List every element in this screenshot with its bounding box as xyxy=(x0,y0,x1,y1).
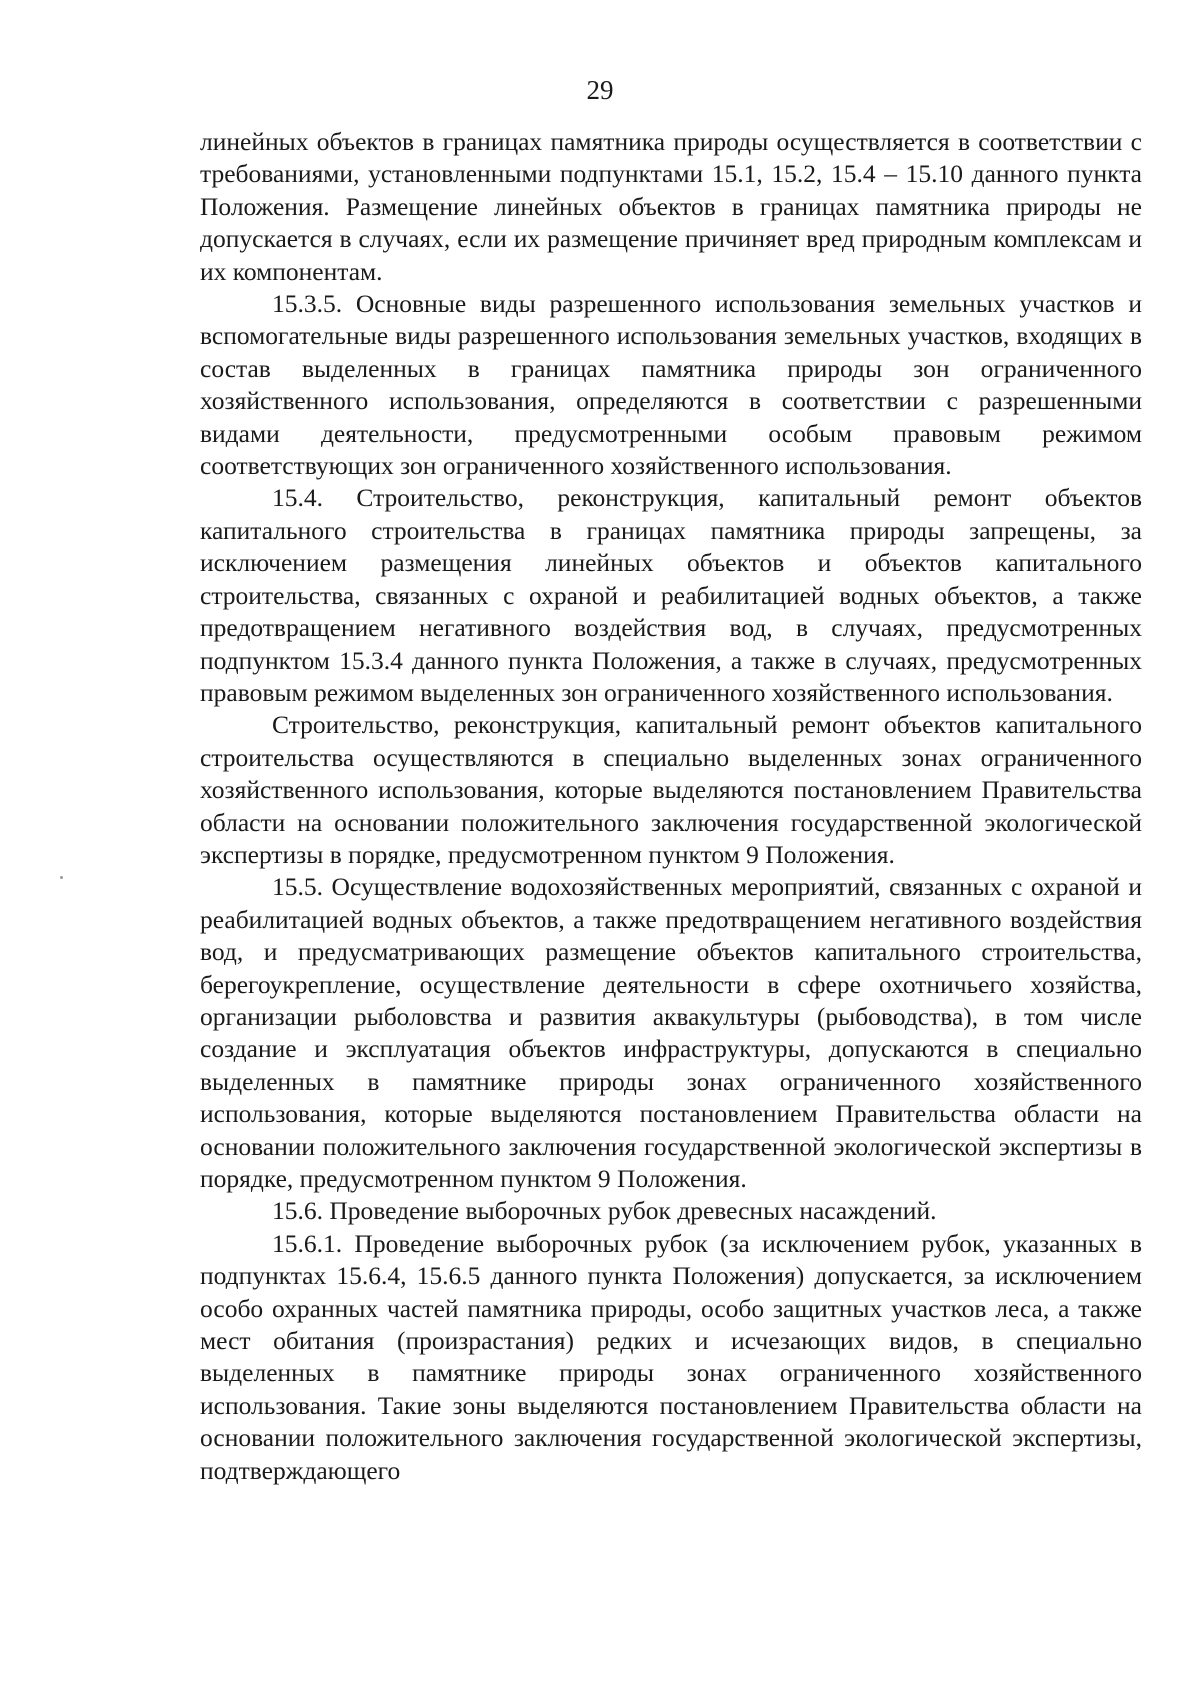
paragraph-15-5: 15.5. Осуществление водохозяйственных мероприятий, связанных с охраной и реабилитацией водных объектов, а также предотвращением негативного воздействия вод, и предусматривающих размещение объектов капитального строительства, берегоукрепление, осуществление деятельности в сфере охотничьего хозяйства, организации рыболовства и развития аквакультуры (рыбоводства), в том числе создание и эксплуатация объектов инфраструктуры, допускаются в специально выделенных в памятнике природы зонах ограниченного хозяйственного использования, которые выделяются постановлением Правительства области на основании положительного заключения государственной экологической экспертизы в порядке, предусмотренном пунктом 9 Положения. xyxy=(200,872,1142,1193)
document-body xyxy=(200,126,1142,1487)
paragraph-construction: Строительство, реконструкция, капитальный ремонт объектов капитального строительства осуществляются в специально выделенных зонах ограниченного хозяйственного использования, которые выделяются постановлением Правительства области на основании положительного заключения государственной экологической экспертизы в порядке, предусмотренном пунктом 9 Положения. xyxy=(200,710,1142,869)
page-number: 29 xyxy=(586,75,614,105)
paragraph-15-3-5: 15.3.5. Основные виды разрешенного использования земельных участков и вспомогательные виды разрешенного использования земельных участков, входящих в состав выделенных в границах памятника природы зон ограниченного хозяйственного использования, определяются в соответствии с разрешенными видами деятельности, предусмотренными особым правовым режимом соответствующих зон ограниченного хозяйственного использования. xyxy=(200,289,1142,481)
paragraph-15-4: 15.4. Строительство, реконструкция, капитальный ремонт объектов капитального строительства в границах памятника природы запрещены, за исключением размещения линейных объектов и объектов капитального строительства, связанных с охраной и реабилитацией водных объектов, а также предотвращением негативного воздействия вод, в случаях, предусмотренных подпунктом 15.3.4 данного пункта Положения, а также в случаях, предусмотренных правовым режимом выделенных зон ограниченного хозяйственного использования. xyxy=(200,483,1142,707)
paragraph-continuation: линейных объектов в границах памятника природы осуществляется в соответствии с требованиями, установленными подпунктами 15.1, 15.2, 15.4 – 15.10 данного пункта Положения. Размещение линейных объектов в границах памятника природы не допускается в случаях, если их размещение причиняет вред природным комплексам и их компонентам. xyxy=(200,127,1142,286)
paragraph-15-6-1: 15.6.1. Проведение выборочных рубок (за исключением рубок, указанных в подпунктах 15.6.4, 15.6.5 данного пункта Положения) допускается, за исключением особо охранных частей памятника природы, особо защитных участков леса, а также мест обитания (произрастания) редких и исчезающих видов, в специально выделенных в памятнике природы зонах ограниченного хозяйственного использования. Такие зоны выделяются постановлением Правительства области на основании положительного заключения государственной экологической экспертизы, подтверждающего xyxy=(200,1228,1142,1485)
scan-speck xyxy=(60,876,63,879)
paragraph-15-6: 15.6. Проведение выборочных рубок древесных насаждений. xyxy=(272,1196,937,1226)
